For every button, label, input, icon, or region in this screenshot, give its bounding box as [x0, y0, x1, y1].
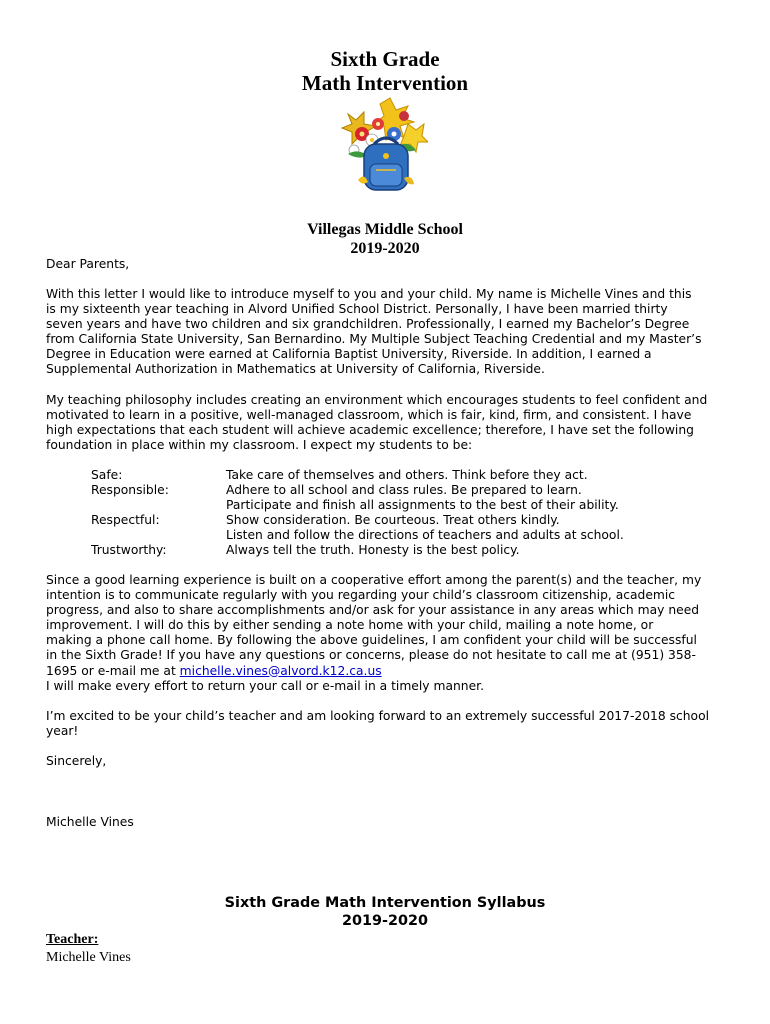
paragraph-line: Supplemental Authorization in Mathematics at University of California, Riverside. — [46, 362, 545, 377]
page-title-line2: Math Intervention — [301, 71, 469, 95]
expectation-text: Show consideration. Be courteous. Treat others kindly. — [226, 513, 560, 528]
paragraph-line: year! — [46, 724, 79, 739]
teacher-name: Michelle Vines — [46, 950, 131, 965]
expectation-text: Always tell the truth. Honesty is the best policy. — [226, 543, 520, 558]
paragraph-line: foundation in place within my classroom. I expect my students to be: — [46, 438, 473, 453]
expectation-label: Safe: — [91, 468, 123, 482]
expectation-text: Adhere to all school and class rules. Be prepared to learn. — [226, 483, 582, 498]
syllabus-year: 2019-2020 — [341, 913, 429, 929]
greeting: Dear Parents, — [46, 257, 130, 271]
paragraph-line: I’m excited to be your child’s teacher and am looking forward to an extremely successful 2017-2018 school — [46, 709, 710, 723]
paragraph-line: Since a good learning experience is built on a cooperative effort among the parent(s) and the teacher, my — [46, 573, 702, 587]
expectation-text: Listen and follow the directions of teachers and adults at school. — [226, 528, 624, 543]
paragraph-line — [46, 664, 736, 679]
expectation-text: Participate and finish all assignments to the best of their ability. — [226, 498, 619, 513]
phone-text: 1695 or e-mail me at — [46, 663, 180, 678]
expectation-label: Trustworthy: — [91, 543, 167, 558]
syllabus-title: Sixth Grade Math Intervention Syllabus — [224, 895, 546, 911]
paragraph-line: improvement. I will do this by either sending a note home with your child, mailing a note home, or — [46, 618, 654, 633]
school-name: Villegas Middle School — [307, 221, 463, 238]
paragraph-line: in the Sixth Grade! If you have any questions or concerns, please do not hesitate to call me at (951) 358- — [46, 648, 696, 663]
paragraph-line: motivated to learn in a positive, well-managed classroom, which is fair, kind, firm, and consistent. I have — [46, 408, 692, 423]
paragraph-line: high expectations that each student will achieve academic excellence; therefore, I have set the following — [46, 423, 694, 438]
expectation-label: Responsible: — [91, 483, 169, 498]
paragraph-line: making a phone call home. By following the above guidelines, I am confident your child will be successful — [46, 633, 697, 648]
paragraph-communication — [46, 573, 736, 694]
paragraph-line: progress, and also to share accomplishments and/or ask for your assistance in any areas which may need — [46, 603, 700, 618]
paragraph-line: Degree in Education were earned at California Baptist University, Riverside. In addition, I earned a — [46, 347, 652, 362]
backpack-with-flowers-icon — [338, 94, 428, 194]
closing-salutation: Sincerely, — [46, 754, 107, 768]
paragraph-line: seven years and have two children and six grandchildren. Professionally, I earned my Bachelor’s Degree — [46, 317, 690, 332]
paragraph-line: With this letter I would like to introduce myself to you and your child. My name is Michelle Vines and this — [46, 287, 692, 301]
paragraph-introduction — [46, 287, 736, 378]
signature-name: Michelle Vines — [46, 815, 134, 829]
paragraph-philosophy — [46, 393, 736, 453]
expectation-text: Take care of themselves and others. Think before they act. — [226, 468, 588, 482]
email-link[interactable]: michelle.vines@alvord.k12.ca.us — [179, 663, 382, 678]
expectation-label: Respectful: — [91, 513, 160, 528]
paragraph-line: I will make every effort to return your call or e-mail in a timely manner. — [46, 678, 484, 693]
teacher-label: Teacher: — [46, 932, 99, 947]
paragraph-line: is my sixteenth year teaching in Alvord Unified School District. Personally, I have been married thirty — [46, 302, 668, 317]
paragraph-line: My teaching philosophy includes creating an environment which encourages students to feel confident and — [46, 393, 708, 407]
school-year: 2019-2020 — [350, 240, 420, 257]
page-title-line1: Sixth Grade — [330, 47, 440, 71]
paragraph-line: from California State University, San Bernardino. My Multiple Subject Teaching Credential and my Master’s — [46, 332, 702, 347]
paragraph-line: intention is to communicate regularly with you regarding your child’s classroom citizenship, academic — [46, 588, 676, 603]
paragraph-closing — [46, 709, 736, 739]
